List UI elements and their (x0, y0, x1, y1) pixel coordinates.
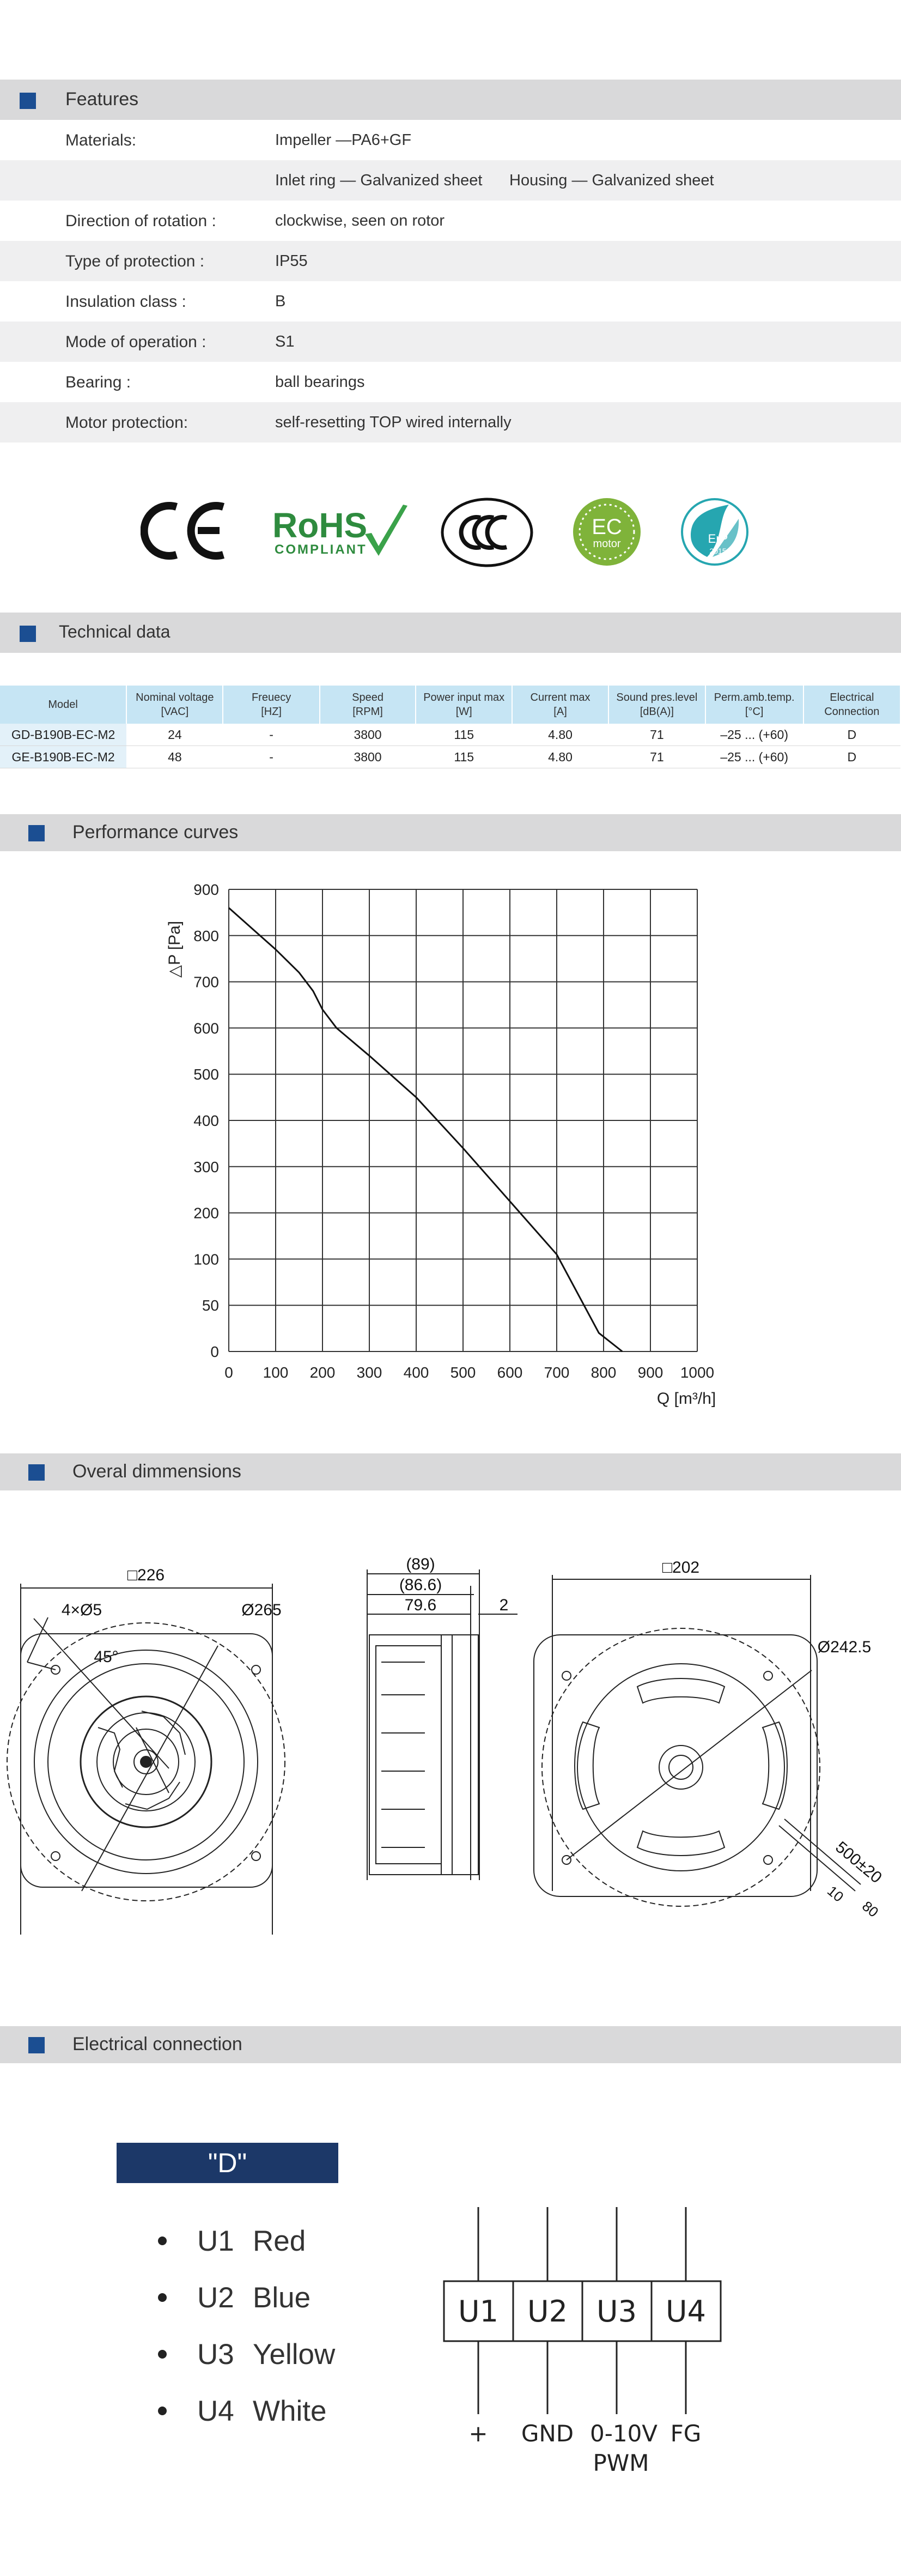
performance-curve (229, 908, 622, 1351)
table-header-cell (512, 686, 608, 724)
feature-row (0, 402, 901, 443)
table-cell: 3800 (320, 746, 416, 768)
electrical-section-header (0, 2026, 901, 2063)
y-tick-label: 700 (193, 973, 219, 991)
wire-color: Yellow (253, 2338, 336, 2371)
feature-row (0, 201, 901, 241)
model-cell: GE-B190B-EC-M2 (0, 746, 126, 768)
section-title: Performance curves (72, 822, 239, 842)
table-cell: –25 ... (+60) (705, 746, 803, 768)
feature-value: Inlet ring — Galvanized sheet (275, 172, 483, 189)
rear-view-drawing (523, 1553, 899, 1945)
rohs-text: RoHS (272, 506, 368, 545)
header-line: Freuecy (251, 692, 291, 704)
table-cell: 115 (416, 724, 512, 746)
erp-logo (680, 497, 750, 567)
feature-value-secondary: Housing — Galvanized sheet (509, 172, 714, 189)
header-unit: Connection (824, 706, 880, 718)
wire-color: White (253, 2395, 327, 2427)
ec-text: EC (592, 515, 622, 539)
rohs-logo (272, 501, 409, 561)
wire-item (158, 2395, 326, 2428)
table-header-cell (803, 686, 900, 724)
rohs-sub: COMPLIANT (275, 542, 367, 557)
terminal-u1: U1 (458, 2294, 498, 2329)
wire-code: U1 (197, 2225, 234, 2257)
header-line: Sound pres.level (616, 692, 698, 704)
feature-label: Materials: (65, 131, 137, 149)
y-tick-label: 500 (193, 1066, 219, 1083)
dim-rear-cable: 500±20 (832, 1838, 885, 1887)
signal-pwm: PWM (593, 2450, 649, 2476)
x-tick-label: 1000 (680, 1364, 715, 1381)
side-view-drawing (360, 1553, 534, 1945)
y-tick-label: 50 (202, 1297, 219, 1314)
wire-code: U3 (197, 2338, 234, 2371)
dim-rear-c1: 10 (824, 1882, 847, 1905)
ec-motor-logo (572, 497, 642, 567)
ce-logo (141, 500, 228, 561)
dim-front-holes: 4×Ø5 (61, 1601, 102, 1619)
table-cell: D (803, 724, 900, 746)
wire-item (158, 2225, 306, 2258)
header-unit: [HZ] (261, 706, 282, 718)
x-axis-label: Q [m³/h] (656, 1390, 716, 1408)
table-header-cell (320, 686, 416, 724)
signal-010v: 0-10V (589, 2420, 658, 2447)
technical-section-header (0, 613, 901, 653)
wire-item (158, 2338, 335, 2371)
table-cell: - (223, 724, 319, 746)
y-tick-label: 400 (193, 1112, 219, 1129)
feature-value: clockwise, seen on rotor (275, 212, 445, 229)
feature-value: self-resetting TOP wired internally (275, 414, 512, 431)
feature-label: Bearing : (65, 373, 131, 391)
feature-row (0, 362, 901, 402)
feature-value: Impeller —PA6+GF (275, 131, 412, 149)
dim-front-angle: 45° (94, 1648, 119, 1666)
table-cell: –25 ... (+60) (705, 724, 803, 746)
connection-type-label: "D" (117, 2143, 338, 2183)
wire-code: U2 (197, 2282, 234, 2314)
signal-fg: FG (670, 2420, 702, 2447)
wire-code: U4 (197, 2395, 234, 2427)
x-tick-label: 600 (497, 1364, 523, 1381)
section-marker (28, 2037, 45, 2053)
dim-side-d2: (86.6) (399, 1576, 442, 1594)
feature-row (0, 322, 901, 362)
dimensions-section-header (0, 1453, 901, 1490)
table-cell: 3800 (320, 724, 416, 746)
x-tick-label: 800 (590, 1364, 617, 1381)
table-cell: 24 (126, 724, 223, 746)
y-tick-label: 600 (193, 1020, 219, 1037)
table-header-cell (0, 686, 126, 724)
header-line: Power input max (423, 692, 505, 704)
table-header-cell (126, 686, 223, 724)
y-tick-label: 0 (210, 1343, 219, 1360)
feature-label: Direction of rotation : (65, 212, 216, 230)
signal-plus: + (468, 2420, 488, 2447)
header-line: Current max (530, 692, 590, 704)
wire-color: Red (253, 2225, 306, 2257)
y-tick-label: 200 (193, 1204, 219, 1222)
dim-front-diameter: Ø265 (241, 1601, 282, 1619)
dim-rear-c2: 80 (859, 1898, 882, 1920)
table-header-cell (608, 686, 705, 724)
section-title: Overal dimmensions (72, 1461, 241, 1482)
ccc-logo (440, 497, 534, 568)
table-cell: 71 (608, 724, 705, 746)
terminal-u2: U2 (527, 2294, 568, 2329)
header-line: Model (48, 699, 78, 711)
section-marker (28, 1464, 45, 1481)
feature-value: S1 (275, 333, 295, 350)
model-cell: GD-B190B-EC-M2 (0, 724, 126, 746)
header-unit: [A] (553, 706, 567, 718)
x-tick-label: 300 (356, 1364, 382, 1381)
table-cell: 4.80 (512, 724, 608, 746)
feature-row (0, 120, 901, 160)
dim-rear-diameter: Ø242.5 (817, 1638, 872, 1656)
performance-section-header (0, 814, 901, 851)
dim-rear-width: □202 (662, 1559, 700, 1577)
features-section-header (0, 80, 901, 120)
feature-label: Mode of operation : (65, 333, 206, 351)
y-tick-label: 900 (193, 881, 219, 898)
y-tick-label: 300 (193, 1158, 219, 1175)
section-marker (20, 93, 36, 109)
wire-color: Blue (253, 2282, 311, 2314)
y-tick-label: 100 (193, 1251, 219, 1268)
performance-chart (163, 872, 735, 1428)
terminal-u4: U4 (666, 2294, 706, 2329)
feature-label: Type of protection : (65, 252, 205, 270)
x-tick-label: 500 (450, 1364, 476, 1381)
dim-side-d4: 2 (499, 1596, 509, 1614)
signal-gnd: GND (521, 2420, 574, 2447)
header-unit: [dB(A)] (640, 706, 674, 718)
x-tick-label: 100 (263, 1364, 289, 1381)
header-unit: [RPM] (352, 706, 383, 718)
section-title: Technical data (59, 622, 171, 641)
section-title: Features (65, 89, 139, 110)
table-cell: D (803, 746, 900, 768)
header-line: Nominal voltage (136, 692, 214, 704)
dim-front-width: □226 (127, 1566, 165, 1584)
wire-item (158, 2281, 311, 2314)
header-line: Speed (352, 692, 383, 704)
x-tick-label: 700 (544, 1364, 570, 1381)
table-header-cell (705, 686, 803, 724)
header-unit: [°C] (745, 706, 764, 718)
dim-side-d3: 79.6 (404, 1596, 437, 1614)
x-tick-label: 200 (309, 1364, 336, 1381)
feature-value: ball bearings (275, 373, 365, 391)
front-view-drawing (5, 1553, 289, 1945)
table-row (0, 724, 900, 746)
x-tick-label: 0 (224, 1364, 233, 1381)
y-tick-label: 800 (193, 927, 219, 944)
header-line: Perm.amb.temp. (714, 692, 795, 704)
dim-side-d1: (89) (406, 1555, 435, 1573)
header-line: Electrical (830, 692, 874, 704)
table-cell: - (223, 746, 319, 768)
table-header-cell (223, 686, 319, 724)
erp-text: ErP (708, 532, 728, 545)
feature-row (0, 281, 901, 322)
table-cell: 71 (608, 746, 705, 768)
feature-value: B (275, 293, 286, 310)
x-tick-label: 400 (403, 1364, 429, 1381)
ec-sub: motor (593, 538, 621, 550)
y-axis-label: △P [Pa] (166, 920, 184, 978)
header-unit: [W] (455, 706, 472, 718)
table-cell: 4.80 (512, 746, 608, 768)
technical-data-table (0, 686, 901, 768)
terminal-u3: U3 (596, 2294, 637, 2329)
section-title: Electrical connection (72, 2034, 242, 2054)
wiring-diagram (430, 2196, 735, 2534)
feature-label: Motor protection: (65, 414, 188, 432)
erp-year: 2015 (709, 547, 727, 555)
feature-row (0, 241, 901, 281)
feature-label: Insulation class : (65, 293, 186, 311)
header-unit: [VAC] (161, 706, 189, 718)
feature-value: IP55 (275, 252, 308, 270)
section-marker (20, 626, 36, 642)
table-header-cell (416, 686, 512, 724)
table-cell: 48 (126, 746, 223, 768)
table-row (0, 746, 900, 768)
table-cell: 115 (416, 746, 512, 768)
section-marker (28, 825, 45, 841)
x-tick-label: 900 (637, 1364, 663, 1381)
feature-row (0, 160, 901, 201)
